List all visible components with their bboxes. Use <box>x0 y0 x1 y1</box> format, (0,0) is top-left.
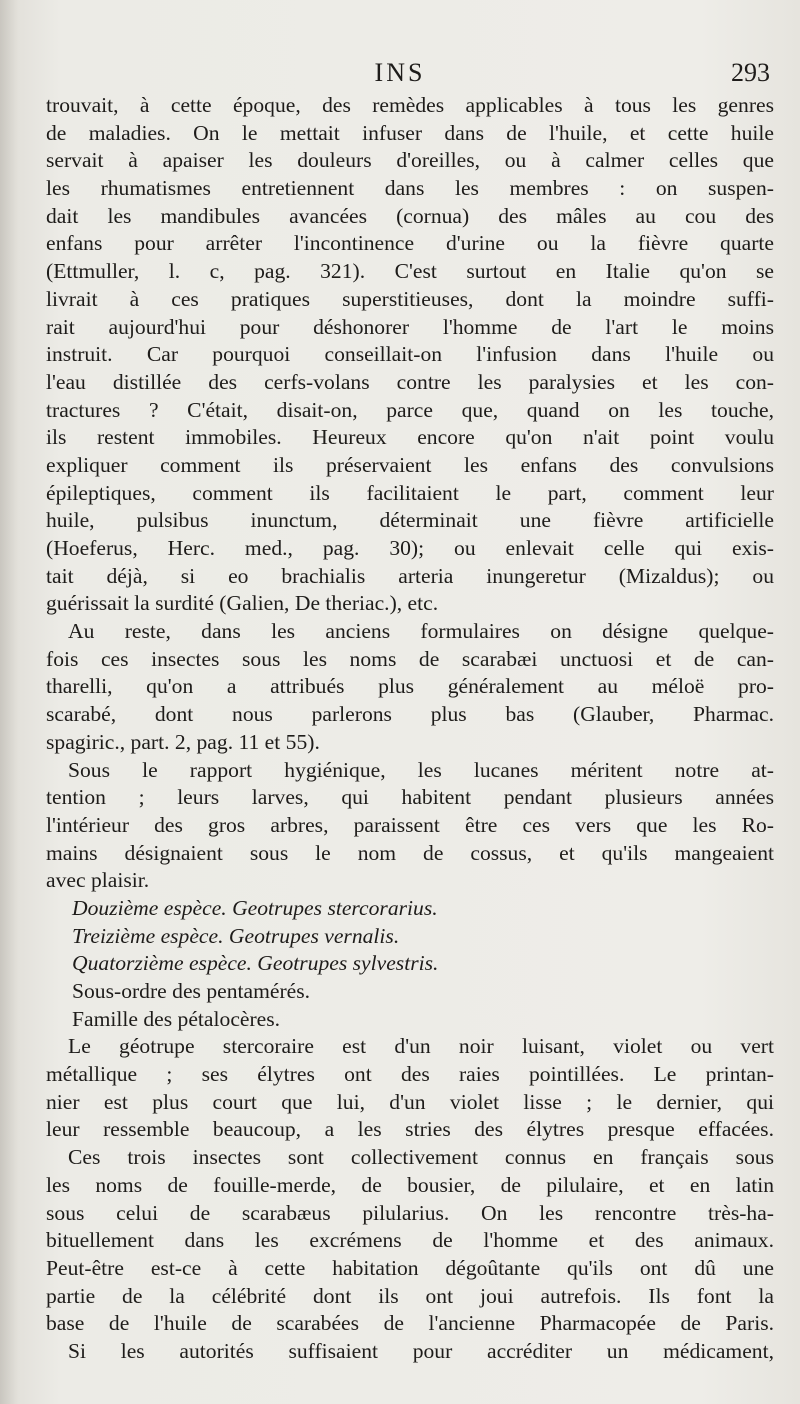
text-line: l'intérieur des gros arbres, paraissent être ces vers que les Ro- <box>46 812 774 837</box>
text-line: de maladies. On le mettait infuser dans de l'huile, et cette huile <box>46 120 774 145</box>
text-line: enfans pour arrêter l'incontinence d'urine ou la fièvre quarte <box>46 231 774 256</box>
text-line: Si les autorités suffisaient pour accréditer un médicament, <box>68 1338 774 1363</box>
text-line: expliquer comment ils préservaient les enfans des convulsions <box>46 452 774 477</box>
text-line: Sous le rapport hygiénique, les lucanes méritent notre at- <box>68 757 774 782</box>
text-line: tractures ? C'était, disait-on, parce que, quand on les touche, <box>46 397 774 422</box>
text-line: livrait à ces pratiques superstitieuses, dont la moindre suffi- <box>46 286 774 311</box>
text-line: dait les mandibules avancées (cornua) des mâles au cou des <box>46 203 774 228</box>
text-line: scarabé, dont nous parlerons plus bas (Glauber, Pharmac. <box>46 702 774 727</box>
species-heading: Treizième espèce. Geotrupes vernalis. <box>72 923 400 948</box>
text-line: instruit. Car pourquoi conseillait-on l'infusion dans l'huile ou <box>46 342 774 367</box>
text-line: spagiric., part. 2, pag. 11 et 55). <box>46 729 320 754</box>
family-heading: Famille des pétalocères. <box>72 1006 281 1031</box>
running-title: INS <box>374 58 426 87</box>
text-line: avec plaisir. <box>46 868 150 893</box>
text-line: (Ettmuller, l. c, pag. 321). C'est surtout en Italie qu'on se <box>46 259 774 284</box>
species-heading: Douzième espèce. Geotrupes stercorarius. <box>72 895 438 920</box>
text-line: partie de la célébrité dont ils ont joui autrefois. Ils font la <box>46 1283 774 1308</box>
text-line: fois ces insectes sous les noms de scarabæi unctuosi et de can- <box>46 646 774 671</box>
body-text <box>46 92 774 1366</box>
text-line: Le géotrupe stercoraire est d'un noir luisant, violet ou vert <box>68 1034 774 1059</box>
text-line: sous celui de scarabæus pilularius. On les rencontre très-ha- <box>46 1200 774 1225</box>
text-line: ils restent immobiles. Heureux encore qu'on n'ait point voulu <box>46 425 774 450</box>
text-line: rait aujourd'hui pour déshonorer l'homme de l'art le moins <box>46 314 774 339</box>
page-header <box>0 58 800 92</box>
text-line: les noms de fouille-merde, de bousier, de pilulaire, et en latin <box>46 1172 774 1197</box>
text-line: Peut-être est-ce à cette habitation dégoûtante qu'ils ont dû une <box>46 1255 774 1280</box>
text-line: guérissait la surdité (Galien, De theriac.), etc. <box>46 591 439 616</box>
text-line: Au reste, dans les anciens formulaires on désigne quelque- <box>68 619 774 644</box>
text-line: mains désignaient sous le nom de cossus, et qu'ils mangeaient <box>46 840 774 865</box>
species-heading: Quatorzième espèce. Geotrupes sylvestris. <box>72 951 439 976</box>
text-line: (Hoeferus, Herc. med., pag. 30); ou enlevait celle qui exis- <box>46 536 774 560</box>
text-line: les rhumatismes entretiennent dans les membres : on suspen- <box>46 176 774 201</box>
text-line: leur ressemble beaucoup, a les stries des élytres presque effacées. <box>46 1117 774 1142</box>
text-line: épileptiques, comment ils facilitaient le part, comment leur <box>46 480 774 505</box>
text-line: l'eau distillée des cerfs-volans contre les paralysies et les con- <box>46 369 774 394</box>
text-line: bituellement dans les excrémens de l'homme et des animaux. <box>46 1228 774 1253</box>
text-line: Ces trois insectes sont collectivement connus en français sous <box>68 1145 774 1170</box>
text-line: huile, pulsibus inunctum, déterminait une fièvre artificielle <box>46 508 774 533</box>
text-line: tharelli, qu'on a attribués plus généralement au méloë pro- <box>46 674 774 699</box>
text-line: base de l'huile de scarabées de l'ancienne Pharmacopée de Paris. <box>46 1311 774 1336</box>
text-line: servait à apaiser les douleurs d'oreilles, ou à calmer celles que <box>46 148 774 173</box>
text-line: métallique ; ses élytres ont des raies pointillées. Le printan- <box>46 1062 774 1087</box>
text-line: tait déjà, si eo brachialis arteria inungeretur (Mizaldus); ou <box>46 563 774 588</box>
text-line: tention ; leurs larves, qui habitent pendant plusieurs années <box>46 785 774 810</box>
text-line: nier est plus court que lui, d'un violet lisse ; le dernier, qui <box>46 1089 774 1114</box>
suborder-heading: Sous-ordre des pentamérés. <box>72 979 311 1003</box>
page-number: 293 <box>731 58 770 87</box>
text-line: trouvait, à cette époque, des remèdes applicables à tous les genres <box>46 93 774 117</box>
